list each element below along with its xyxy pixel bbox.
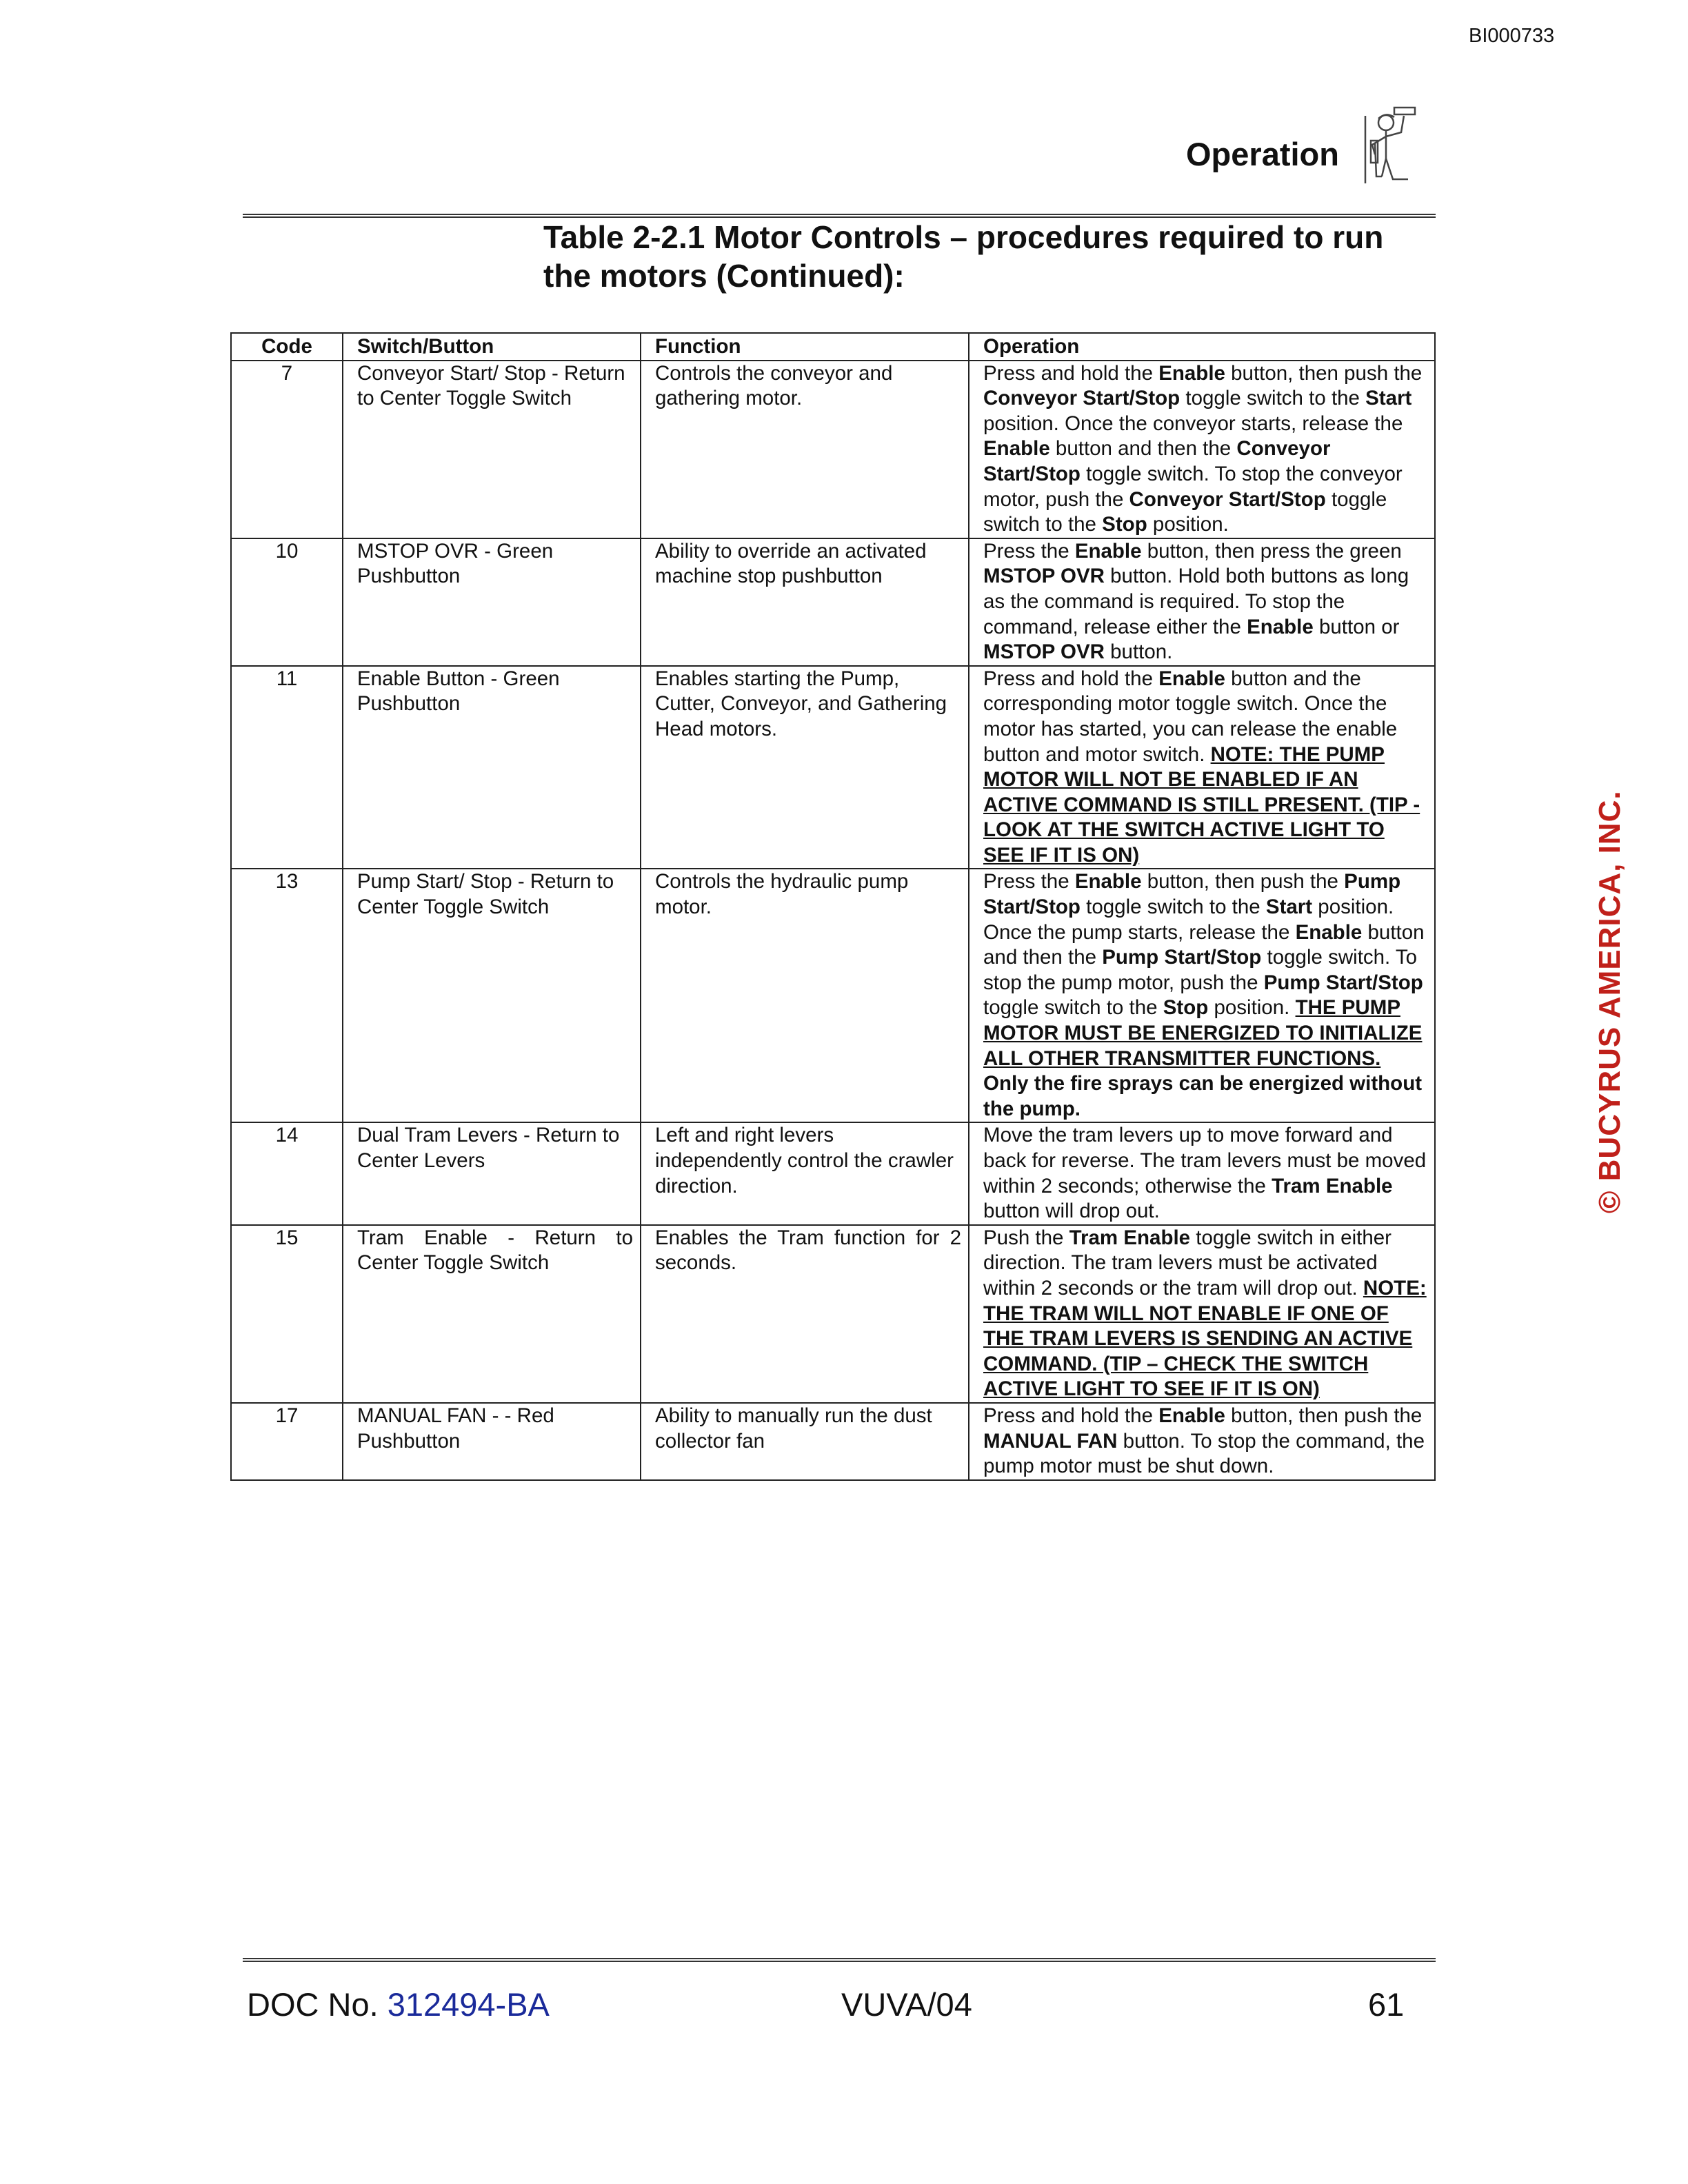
operation-text: button, then press the green [1141,539,1402,563]
row-function: Controls the conveyor and gathering motor. [641,361,969,538]
operation-text: Press and hold the [983,667,1159,690]
operation-text: Push the [983,1226,1069,1249]
row-operation [969,666,1435,869]
operation-text: toggle switch in either direction. The tram levers must be activated within 2 seconds or the tram will drop out. [983,1226,1391,1300]
table-row [231,1225,1435,1403]
row-function: Enables starting the Pump, Cutter, Conveyor, and Gathering Head motors. [641,666,969,869]
operation-text: MANUAL FAN [983,1429,1118,1453]
operation-text: NOTE: THE PUMP MOTOR WILL NOT BE ENABLED IF AN ACTIVE COMMAND IS STILL PRESENT. (TIP - LOOK AT THE SWITCH ACTIVE LIGHT TO SEE IF IT IS ON) [983,742,1420,867]
operation-text: Start [1265,896,1313,919]
motor-controls-table [230,332,1436,1481]
table-row [231,1403,1435,1480]
row-code: 14 [231,1122,343,1224]
operation-text: Only the fire sprays can be energized without the pump. [983,1072,1423,1120]
row-operation [969,361,1435,538]
table-row [231,1122,1435,1224]
operation-text: button, then push the [1141,870,1345,893]
header-code: Code [231,333,343,361]
operation-text: Tram Enable [1069,1226,1191,1249]
row-code: 7 [231,361,343,538]
operation-text: toggle switch to the [983,996,1163,1020]
operation-text: Enable [1158,667,1225,690]
operation-text: button. To stop the command, the pump motor must be shut down. [983,1429,1425,1478]
operation-text: NOTE: THE TRAM WILL NOT ENABLE IF ONE OF THE TRAM LEVERS IS SENDING AN ACTIVE COMMAND. (TIP – CHECK THE SWITCH ACTIVE LIGHT TO SEE IF IT IS ON) [983,1276,1427,1401]
row-code: 15 [231,1225,343,1403]
operation-text: Pump Start/Stop [1102,946,1262,969]
operation-text: Enable [1158,361,1225,385]
row-function: Controls the hydraulic pump motor. [641,869,969,1122]
operation-text: button will drop out. [983,1200,1160,1223]
footer-doc-prefix: DOC No. [247,1986,388,2023]
operation-text: MSTOP OVR [983,565,1105,588]
footer-doc-number [247,1985,550,2023]
bottom-rule [243,1958,1436,1962]
operation-text: Pump Start/Stop [1263,971,1423,994]
row-code: 11 [231,666,343,869]
header-switch: Switch/Button [343,333,641,361]
operation-text: MSTOP OVR [983,640,1105,664]
operation-text: button. [1104,640,1173,664]
operator-icon [1358,102,1420,192]
section-title: Operation [1186,136,1339,172]
row-code: 17 [231,1403,343,1480]
operation-text: toggle switch. To stop the pump motor, push the [983,946,1418,994]
row-operation [969,869,1435,1122]
row-function: Ability to manually run the dust collector fan [641,1403,969,1480]
row-function: Ability to override an activated machine stop pushbutton [641,538,969,666]
table-header-row [231,333,1435,361]
operation-text: Enable [1074,539,1142,563]
operation-text: button and the corresponding motor toggle switch. Once the motor has started, you can release the enable button and motor switch. [983,667,1398,766]
row-switch: Tram Enable - Return to Center Toggle Switch [343,1225,641,1403]
table-row [231,869,1435,1122]
operation-text: Enable [983,437,1050,461]
operation-text: Enable [1247,615,1314,638]
row-code: 13 [231,869,343,1122]
row-function: Enables the Tram function for 2 seconds. [641,1225,969,1403]
row-operation [969,1403,1435,1480]
operation-text: Enable [1074,870,1142,893]
operation-text: Conveyor Start/Stop [983,437,1331,485]
copyright-notice: © BUCYRUS AMERICA, INC. [1593,790,1627,1213]
operation-text: Press and hold the [983,361,1159,385]
header-function: Function [641,333,969,361]
row-operation [969,1122,1435,1224]
operation-text: position. Once the pump starts, release the [983,896,1394,944]
operation-text: Stop [1163,996,1209,1020]
operation-text: Enable [1295,920,1363,944]
operation-text: Move the tram levers up to move forward and back for reverse. The tram levers must be moved within 2 seconds; otherwise the [983,1124,1427,1197]
table-title: Table 2-2.1 Motor Controls – procedures required to run the motors (Continued): [543,219,1384,294]
operation-text: toggle switch. To stop the conveyor motor, push the [983,462,1403,511]
operation-text: button. Hold both buttons as long as the command is required. To stop the command, release either the [983,565,1409,638]
table-row [231,538,1435,666]
footer-version: VUVA/04 [841,1986,972,2023]
table-row [231,666,1435,869]
operation-text: toggle switch to the [1080,896,1266,919]
operation-text: toggle switch to the [983,487,1387,536]
operation-text: Tram Enable [1272,1174,1393,1197]
operation-text: button, then push the [1225,1404,1423,1427]
operation-text: button and then the [1049,437,1237,461]
operation-text: Enable [1158,1404,1225,1427]
row-switch: MANUAL FAN - - Red Pushbutton [343,1403,641,1480]
operation-text: button, then push the [1225,361,1423,385]
table-row [231,361,1435,538]
operation-text: toggle switch to the [1180,387,1366,410]
operation-text: Conveyor Start/Stop [983,387,1180,410]
footer-doc-number-value: 312494-BA [387,1986,550,2023]
row-switch: Conveyor Start/ Stop - Return to Center Toggle Switch [343,361,641,538]
doc-id: BI000733 [1469,25,1555,47]
operation-text: Press the [983,539,1075,563]
footer-page-number: 61 [1368,1986,1405,2023]
operation-text: position. [1147,513,1229,536]
row-switch: Dual Tram Levers - Return to Center Levers [343,1122,641,1224]
operation-text: button or [1313,615,1400,638]
header-operation: Operation [969,333,1435,361]
operation-text: position. [1208,996,1296,1020]
operation-text: Press and hold the [983,1404,1159,1427]
operation-text: Stop [1102,513,1147,536]
operation-text: position. Once the conveyor starts, release the [983,412,1403,435]
row-operation [969,1225,1435,1403]
row-operation [969,538,1435,666]
row-switch: Pump Start/ Stop - Return to Center Toggle Switch [343,869,641,1122]
operation-text: Press the [983,870,1075,893]
operation-text: Conveyor Start/Stop [1129,487,1326,511]
operation-text: Pump Start/Stop [983,870,1401,919]
row-switch: MSTOP OVR - Green Pushbutton [343,538,641,666]
row-switch: Enable Button - Green Pushbutton [343,666,641,869]
operation-text: Start [1365,387,1412,410]
operation-text: button and then the [983,920,1425,969]
row-function: Left and right levers independently control the crawler direction. [641,1122,969,1224]
row-code: 10 [231,538,343,666]
operation-text: THE PUMP MOTOR MUST BE ENERGIZED TO INITIALIZE ALL OTHER TRANSMITTER FUNCTIONS. [983,996,1423,1070]
